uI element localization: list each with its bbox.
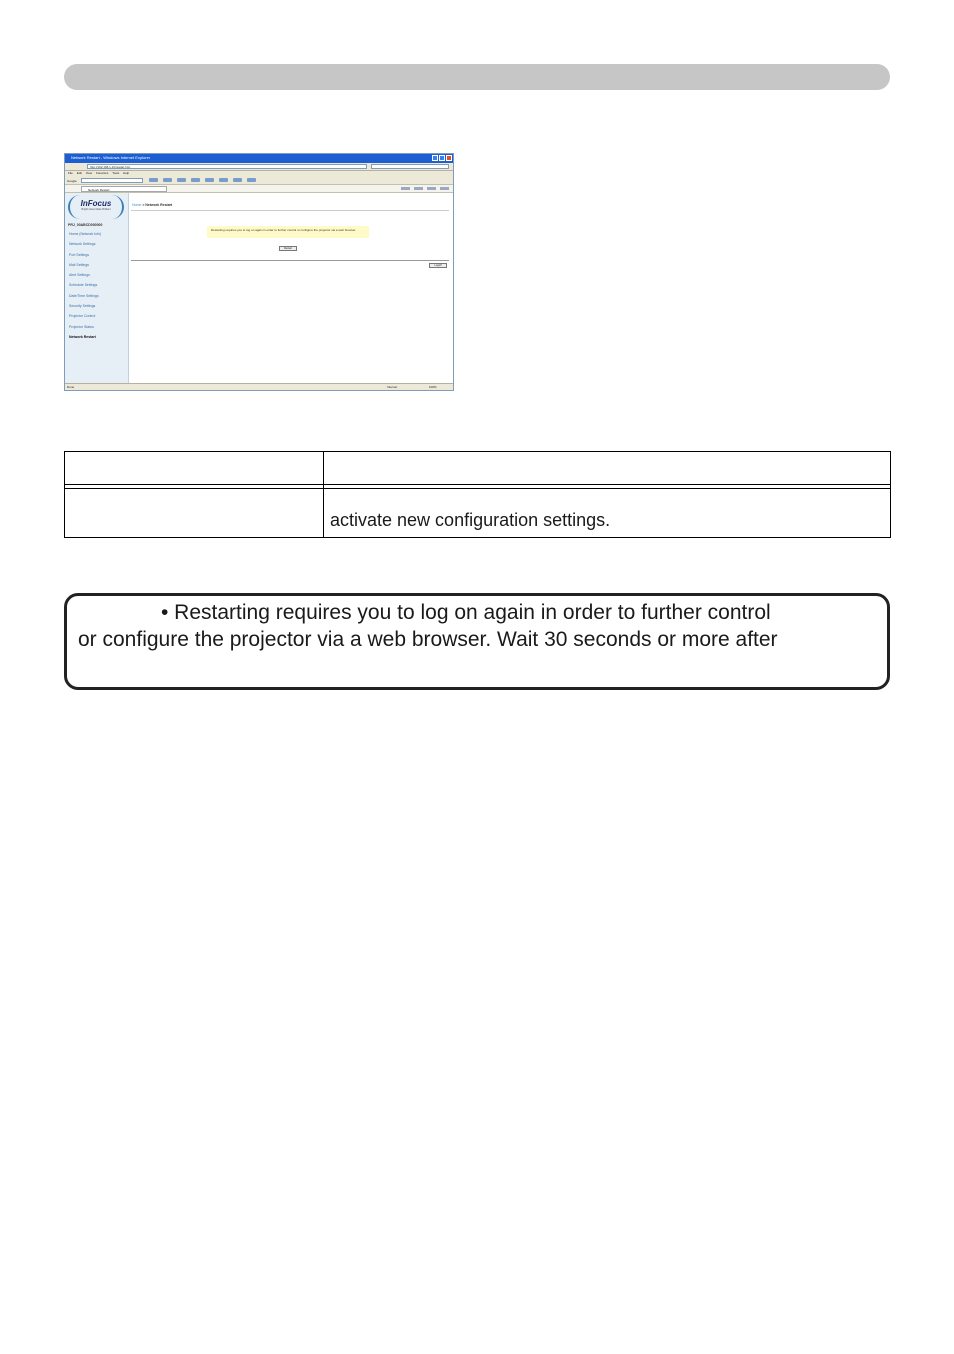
toolbar-tool-icon[interactable]	[163, 178, 172, 182]
sidebar-item-network-restart[interactable]: Network Restart	[69, 334, 96, 339]
address-input[interactable]	[87, 164, 367, 169]
toolbar-tool-icon[interactable]	[177, 178, 186, 182]
address-bar	[65, 163, 453, 171]
toolbar-tool-icon[interactable]	[191, 178, 200, 182]
browser-toolbar	[65, 177, 453, 185]
note-line-2: or configure the projector via a web browser. Wait 30 seconds or more after	[78, 628, 778, 651]
home-icon[interactable]	[401, 187, 410, 190]
breadcrumb-home[interactable]: Home	[132, 203, 142, 207]
breadcrumb	[132, 203, 172, 207]
logoff-button[interactable]: Logoff	[429, 263, 447, 268]
menu-file[interactable]: File	[68, 171, 73, 175]
divider	[131, 210, 449, 211]
menu-view[interactable]: View	[85, 171, 93, 175]
row-description-text: activate new configuration settings.	[330, 510, 611, 530]
logo-tagline: Bright Ideas Made Brilliant	[81, 208, 111, 211]
browser-statusbar	[65, 383, 453, 390]
status-text: Done	[67, 385, 75, 389]
toolbar-tools	[149, 178, 256, 182]
toolbar-tool-icon[interactable]	[219, 178, 228, 182]
divider	[131, 260, 449, 261]
note-line-1: • Restarting requires you to log on again in order to further control	[161, 601, 771, 624]
zoom-level[interactable]: 100%	[429, 385, 437, 389]
command-bar	[401, 187, 449, 190]
sidebar-item-mail-settings[interactable]: Mail Settings	[69, 262, 90, 267]
table-header-item	[65, 452, 324, 485]
note-box	[64, 593, 890, 690]
table-row	[65, 489, 891, 538]
projector-name: PRJ_00ABCD000000	[68, 223, 103, 227]
sidebar-item-port-settings[interactable]: Port Settings	[69, 252, 90, 257]
table-header-description	[324, 452, 891, 485]
print-icon[interactable]	[414, 187, 423, 190]
sidebar-item-date-time-settings[interactable]: Date/Time Settings	[69, 293, 99, 298]
toolbar-tool-icon[interactable]	[247, 178, 256, 182]
sidebar-item-network-settings[interactable]: Network Settings	[69, 242, 96, 247]
browser-tab-row	[65, 185, 453, 193]
table-cell-description	[324, 489, 891, 538]
settings-table	[64, 451, 891, 538]
browser-titlebar	[65, 154, 453, 163]
sidebar-item-projector-control[interactable]: Projector Control	[69, 314, 96, 319]
sidebar-item-alert-settings[interactable]: Alert Settings	[69, 273, 90, 278]
maximize-icon[interactable]	[439, 155, 445, 161]
sidebar-item-schedule-settings[interactable]: Schedule Settings	[69, 283, 98, 288]
sidebar-item-home[interactable]: Home (Network Info)	[69, 232, 102, 236]
logo-text: InFocus	[80, 199, 112, 208]
menu-favorites[interactable]: Favorites	[96, 171, 109, 175]
window-title: Network Restart - Windows Internet Explorer	[71, 155, 151, 160]
infocus-logo	[68, 195, 124, 219]
menu-edit[interactable]: Edit	[76, 171, 82, 175]
sidebar-item-projector-status[interactable]: Projector Status	[69, 324, 94, 329]
tab-network-restart[interactable]	[81, 186, 167, 192]
sidebar-menu	[69, 232, 101, 345]
menu-tools[interactable]: Tools	[112, 171, 120, 175]
window-buttons	[432, 155, 452, 161]
close-icon[interactable]	[446, 155, 452, 161]
toolbar-tool-icon[interactable]	[149, 178, 158, 182]
toolbar-tool-icon[interactable]	[233, 178, 242, 182]
google-search-input[interactable]	[81, 178, 143, 183]
restart-message: Restarting requires you to log on again in order to further control or configure the projector via a web browser.	[207, 226, 369, 238]
web-content	[129, 193, 453, 383]
browser-search-input[interactable]	[371, 164, 449, 169]
google-label: Google	[67, 179, 77, 183]
address-text: http://192.168.1.10/restart.htm	[90, 165, 131, 169]
menu-help[interactable]: Help	[123, 171, 130, 175]
tools-menu-icon[interactable]	[440, 187, 449, 190]
browser-screenshot	[64, 153, 454, 391]
sidebar-item-security-settings[interactable]: Security Settings	[69, 304, 96, 309]
table-cell-item	[65, 489, 324, 538]
section-header-bar	[64, 64, 890, 90]
page-menu-icon[interactable]	[427, 187, 436, 190]
security-zone: Internet	[387, 385, 398, 389]
web-sidebar	[65, 193, 129, 383]
breadcrumb-separator: >	[141, 203, 146, 207]
tab-label: Network Restart	[88, 188, 110, 192]
minimize-icon[interactable]	[432, 155, 438, 161]
table-header-row	[65, 452, 891, 485]
restart-button[interactable]: Restart	[279, 246, 297, 251]
breadcrumb-current: Network Restart	[145, 203, 173, 207]
toolbar-tool-icon[interactable]	[205, 178, 214, 182]
